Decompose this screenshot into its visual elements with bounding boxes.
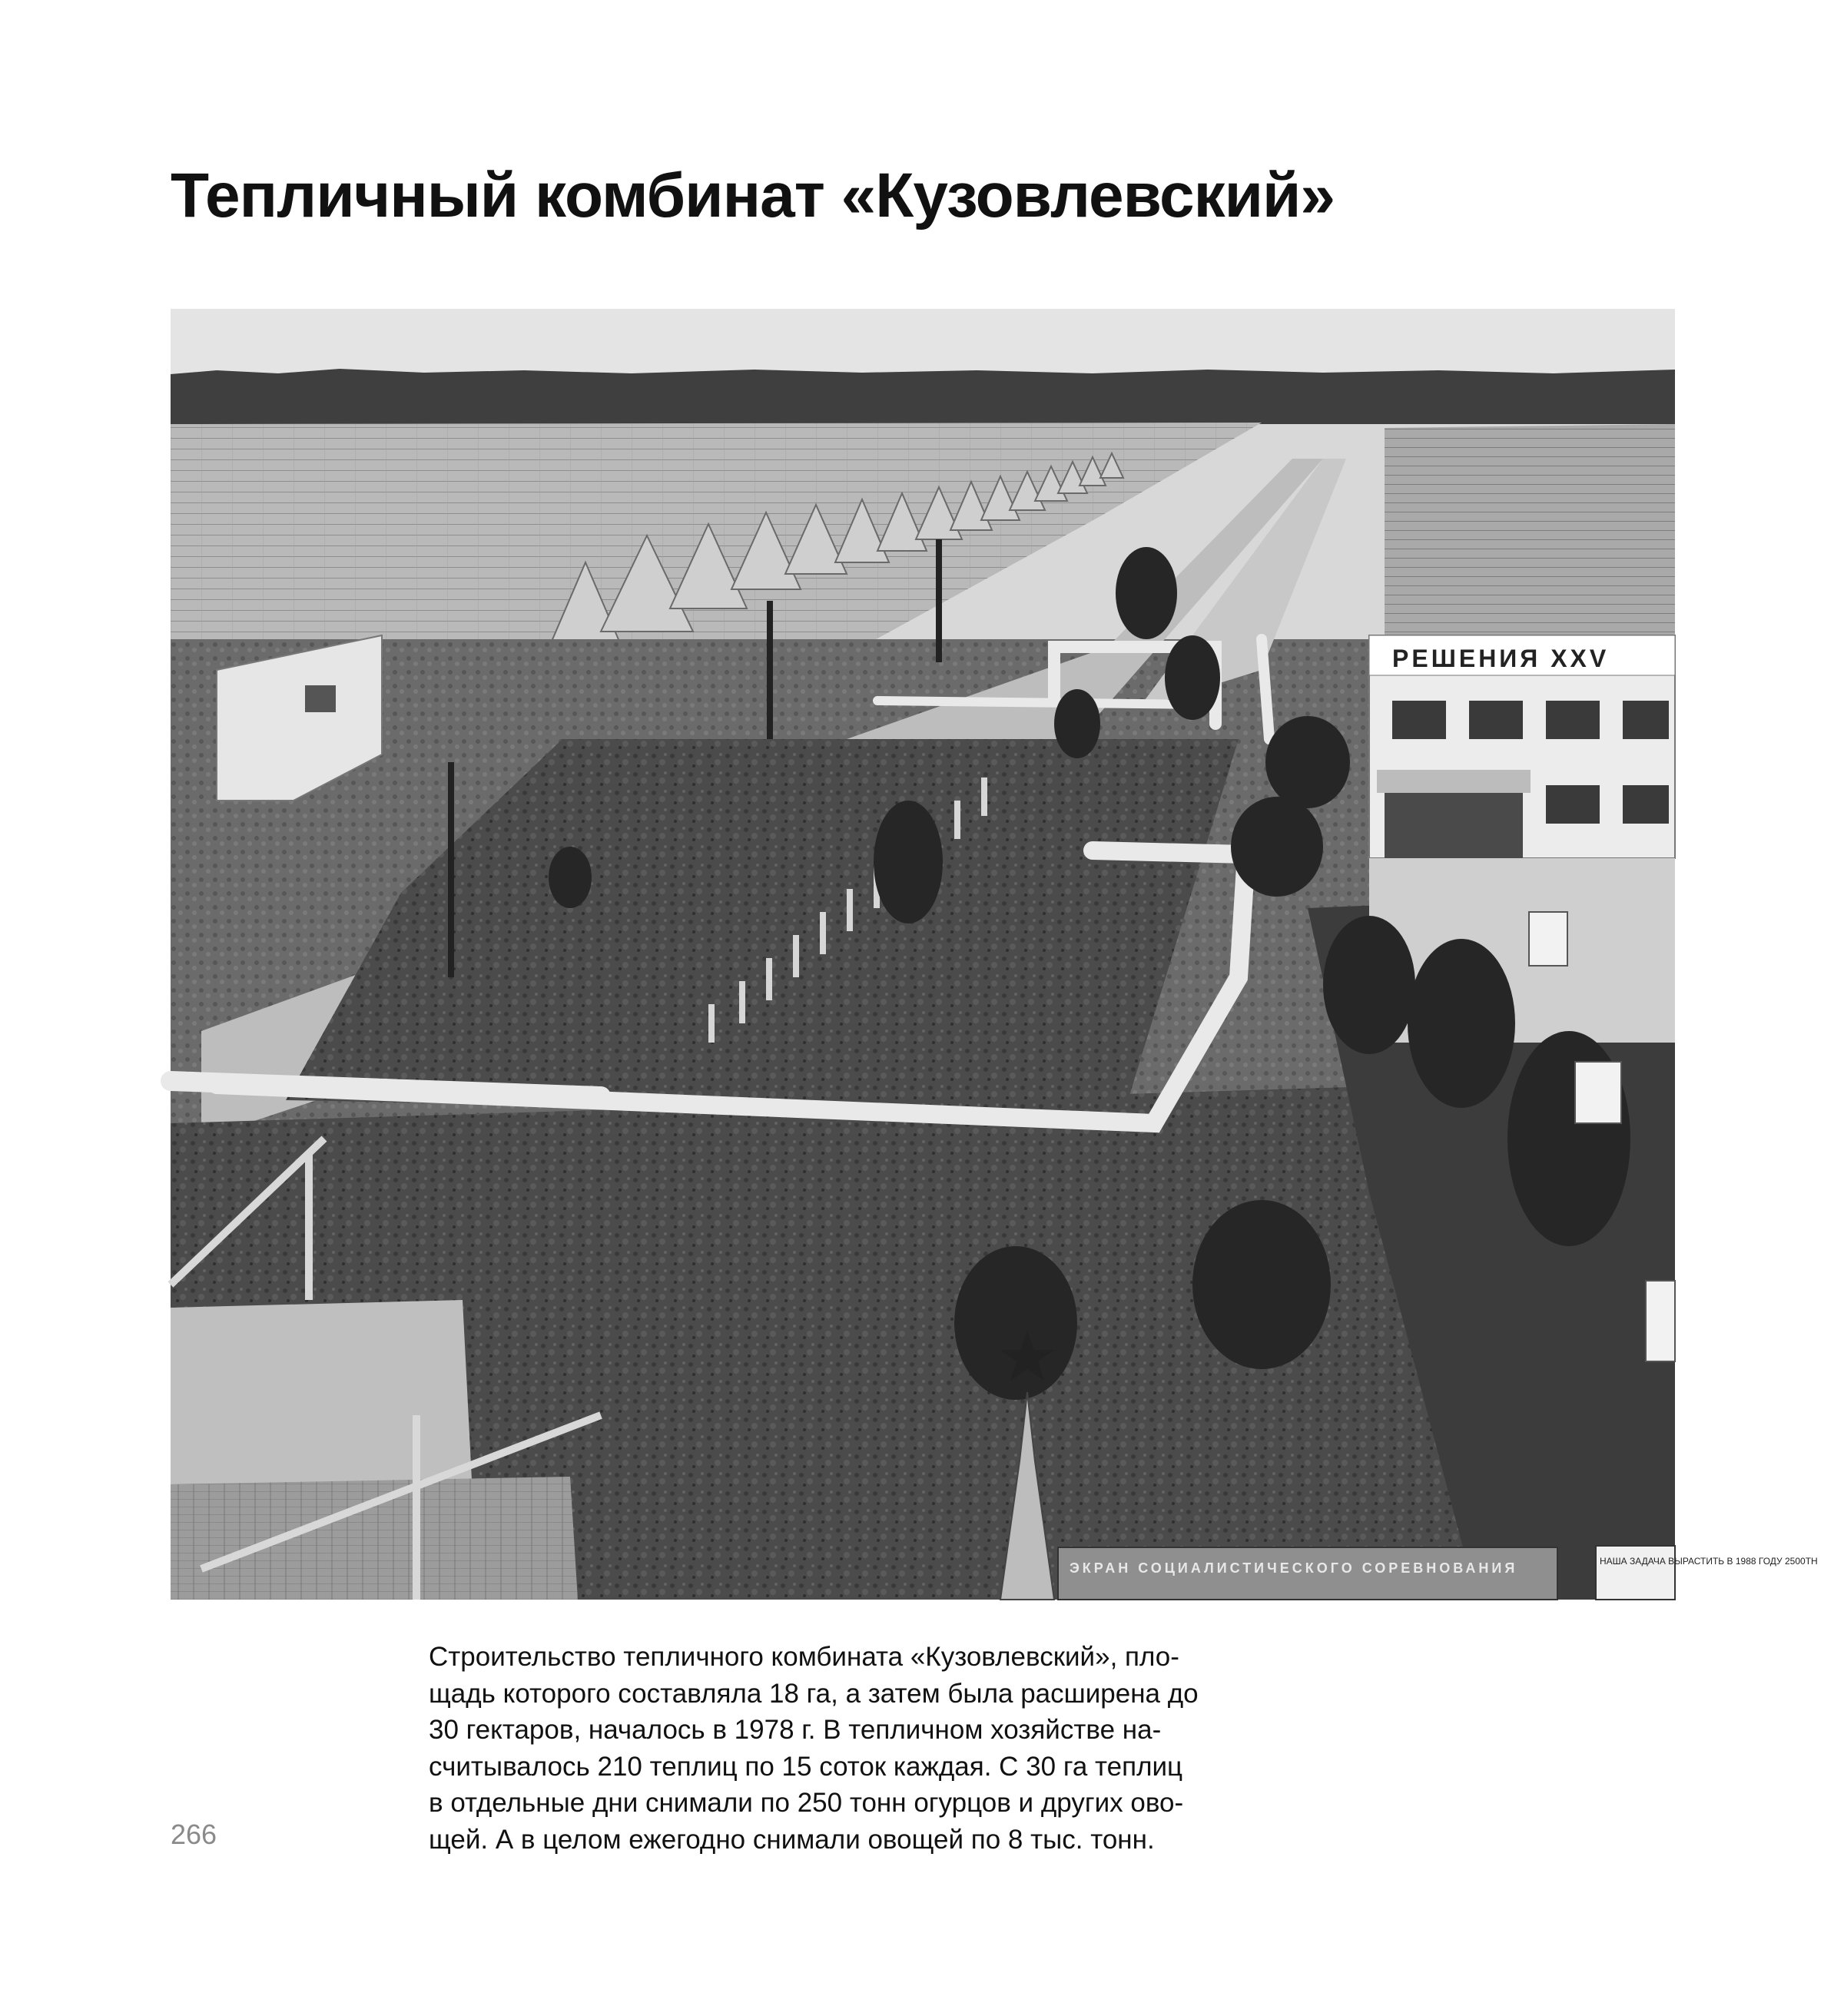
distant-forest <box>171 369 1675 424</box>
caption-line: Строительство тепличного комбината «Кузовлевский», пло- <box>429 1642 1179 1672</box>
building-banner: РЕШЕНИЯ XXV <box>1392 645 1610 672</box>
aerial-photo-illustration <box>171 309 1818 1600</box>
caption-line: щей. А в целом ежегодно снимали овощей по 8 тыс. тонн. <box>429 1824 1155 1855</box>
competition-board <box>1058 1546 1818 1600</box>
board-strip-text: ЭКРАН СОЦИАЛИСТИЧЕСКОГО СОРЕВНОВАНИЯ <box>1070 1560 1518 1576</box>
page-title: Тепличный комбинат «Кузовлевский» <box>171 161 1335 230</box>
foreground-brick-wall <box>171 1477 578 1600</box>
left-building-window <box>305 685 336 712</box>
caption-line: щадь которого составляла 18 га, а затем была расширена до <box>429 1678 1199 1709</box>
caption-line: считывалось 210 теплиц по 15 соток каждая. С 30 га теплиц <box>429 1751 1183 1782</box>
board-corner-text: НАША ЗАДАЧА ВЫРАСТИТЬ В 1988 ГОДУ 2500ТН <box>1600 1556 1818 1567</box>
page-number: 266 <box>171 1819 217 1850</box>
caption-line: 30 гектаров, началось в 1978 г. В тепличном хозяйстве на- <box>429 1715 1162 1745</box>
greenhouse-complex-photo <box>171 309 1818 1600</box>
admin-building <box>1369 635 1675 858</box>
sky <box>171 309 1675 374</box>
caption-line: в отдельные дни снимали по 250 тонн огурцов и других ово- <box>429 1788 1184 1818</box>
photo-caption <box>429 1639 1305 1858</box>
right-greenhouse-field <box>1385 424 1675 639</box>
